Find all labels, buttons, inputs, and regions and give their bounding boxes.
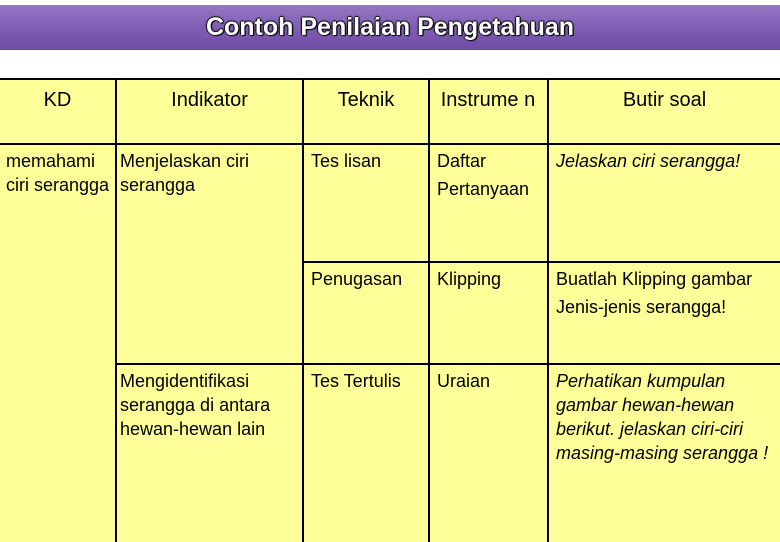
column-divider xyxy=(302,80,304,542)
column-divider xyxy=(428,80,430,542)
instrumen-cell: Daftar Pertanyaan xyxy=(437,151,530,199)
header-kd: KD xyxy=(43,89,72,111)
teknik-cell: Penugasan xyxy=(311,269,403,289)
header-butir-soal: Butir soal xyxy=(622,89,707,111)
indikator-cell: Menjelaskan ciri serangga xyxy=(120,151,250,195)
instrumen-cell: Uraian xyxy=(437,371,491,391)
butir-soal-cell: Buatlah Klipping gambar Jenis-jenis serangga! xyxy=(556,269,753,317)
column-divider xyxy=(115,80,117,542)
indikator-cell: Mengidentifikasi serangga di antara hewan-hewan lain xyxy=(120,371,271,439)
column-divider xyxy=(547,80,549,542)
title-bar xyxy=(0,5,780,50)
row-divider xyxy=(302,261,780,263)
row-divider xyxy=(115,363,780,365)
kd-cell: memahami ciri serangga xyxy=(6,151,110,195)
header-indikator: Indikator xyxy=(171,89,248,111)
butir-soal-cell: Jelaskan ciri serangga! xyxy=(556,151,741,171)
instrumen-cell: Klipping xyxy=(437,269,502,289)
slide-title: Contoh Penilaian Pengetahuan xyxy=(205,13,575,41)
teknik-cell: Tes Tertulis xyxy=(311,371,401,391)
header-instrumen: Instrume n xyxy=(440,89,536,111)
assessment-table xyxy=(0,78,780,542)
header-divider xyxy=(0,143,780,145)
butir-soal-cell: Perhatikan kumpulan gambar hewan-hewan berikut. jelaskan ciri-ciri masing-masing serangga ! xyxy=(556,371,769,463)
header-teknik: Teknik xyxy=(337,89,395,111)
teknik-cell: Tes lisan xyxy=(311,151,382,171)
